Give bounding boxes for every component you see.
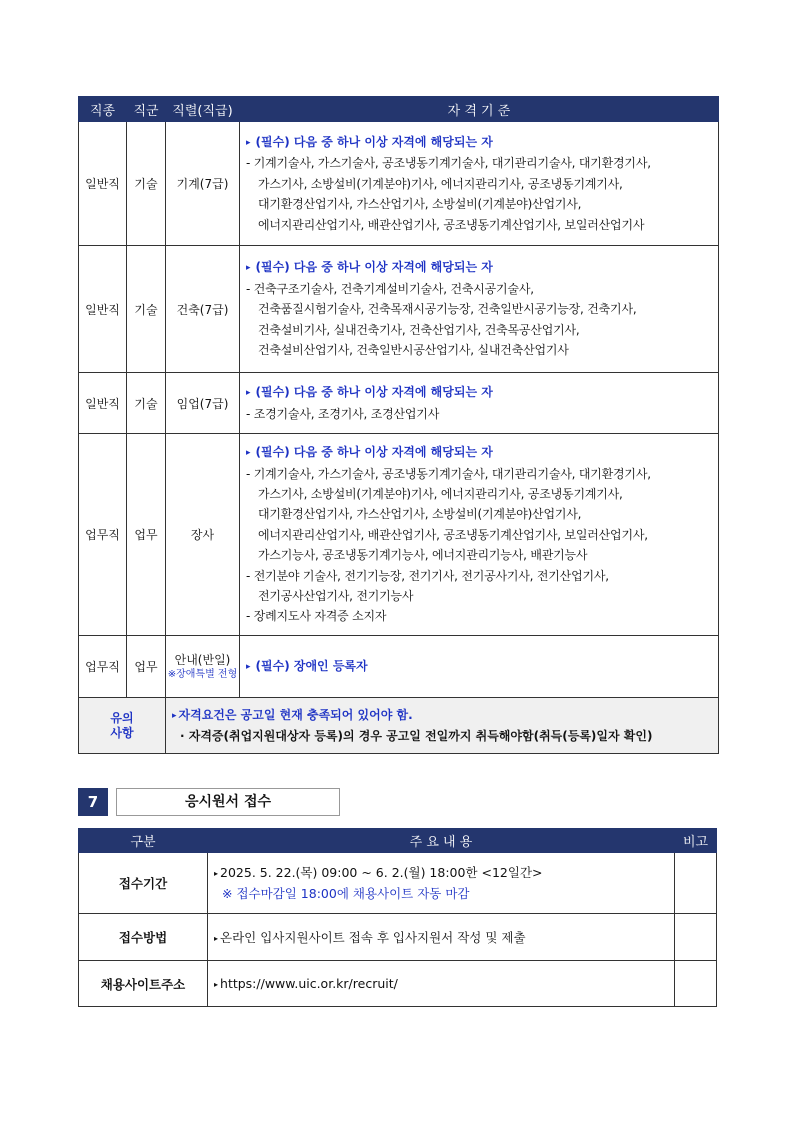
criteria-cell — [240, 246, 719, 373]
criteria-line: 가스기사, 소방설비(기계분야)기사, 에너지관리기사, 공조냉동기계기사, — [258, 176, 623, 191]
site-value[interactable]: ▸ https://www.uic.or.kr/recruit/ — [208, 961, 675, 1007]
criteria-heading: ▸ (필수) 다음 중 하나 이상 자격에 해당되는 자 — [246, 257, 714, 278]
note-content — [166, 698, 719, 754]
series-cell: 장사 — [166, 434, 240, 636]
table-row — [79, 246, 719, 373]
section-title: 응시원서 접수 — [116, 788, 340, 816]
method-label: 접수방법 — [79, 914, 208, 961]
method-remarks — [675, 914, 717, 961]
note-line-2: · 자격증(취업지원대상자 등록)의 경우 공고일 전일까지 취득해야함(취득(등록)일자 확인) — [180, 729, 653, 743]
header-remarks: 비고 — [675, 829, 717, 853]
criteria-line: - 건축구조기술사, 건축기계설비기술사, 건축시공기술사, — [246, 281, 534, 296]
criteria-cell — [240, 636, 719, 698]
note-line-1: ▸ 자격요건은 공고일 현재 충족되어 있어야 함. — [172, 705, 712, 726]
criteria-line: 에너지관리산업기사, 배관산업기사, 공조냉동기계산업기사, 보일러산업기사 — [258, 217, 645, 232]
criteria-line: - 기계기술사, 가스기술사, 공조냉동기계기술사, 대기관리기술사, 대기환경기사, — [246, 466, 651, 481]
criteria-line: 대기환경산업기사, 가스산업기사, 소방설비(기계분야)산업기사, — [258, 197, 582, 212]
criteria-heading: ▸ (필수) 다음 중 하나 이상 자격에 해당되는 자 — [246, 442, 714, 463]
qualification-header-row — [79, 97, 719, 122]
header-criteria: 자 격 기 준 — [240, 97, 719, 122]
group-cell: 기술 — [127, 373, 166, 434]
kind-cell: 업무직 — [79, 434, 127, 636]
header-group: 직군 — [127, 97, 166, 122]
note-row — [79, 698, 719, 754]
site-remarks — [675, 961, 717, 1007]
criteria-cell — [240, 373, 719, 434]
period-value: ▸ 2025. 5. 22.(목) 09:00 ~ 6. 2.(월) 18:00한 <12일간> — [214, 863, 674, 884]
table-row — [79, 914, 717, 961]
criteria-line: 대기환경산업기사, 가스산업기사, 소방설비(기계분야)산업기사, — [258, 507, 582, 522]
header-category: 구분 — [79, 829, 208, 853]
criteria-line: 에너지관리산업기사, 배관산업기사, 공조냉동기계산업기사, 보일러산업기사, — [258, 527, 648, 542]
criteria-line: 건축품질시험기술사, 건축목재시공기능장, 건축일반시공기능장, 건축기사, — [258, 302, 637, 317]
kind-cell: 일반직 — [79, 373, 127, 434]
criteria-line: 전기공사산업기사, 전기기능사 — [258, 589, 414, 604]
criteria-heading: ▸ (필수) 장애인 등록자 — [246, 656, 714, 677]
criteria-line: 가스기능사, 공조냉동기계기능사, 에너지관리기능사, 배관기능사 — [258, 548, 588, 563]
table-row — [79, 961, 717, 1007]
criteria-line: - 조경기술사, 조경기사, 조경산업기사 — [246, 406, 440, 421]
period-remarks — [675, 853, 717, 914]
series-cell: 임업(7급) — [166, 373, 240, 434]
table-row — [79, 853, 717, 914]
kind-cell: 일반직 — [79, 122, 127, 246]
criteria-line: 가스기사, 소방설비(기계분야)기사, 에너지관리기사, 공조냉동기계기사, — [258, 486, 623, 501]
criteria-cell — [240, 122, 719, 246]
series-label: 안내(반일) — [174, 653, 231, 667]
period-label: 접수기간 — [79, 853, 208, 914]
table-row — [79, 636, 719, 698]
receipt-header-row — [79, 829, 717, 853]
receipt-table — [78, 828, 717, 1007]
criteria-heading: ▸ (필수) 다음 중 하나 이상 자격에 해당되는 자 — [246, 132, 714, 153]
table-row — [79, 122, 719, 246]
period-cell — [208, 853, 675, 914]
series-cell: 기계(7급) — [166, 122, 240, 246]
period-note: ※ 접수마감일 18:00에 채용사이트 자동 마감 — [222, 885, 470, 901]
criteria-line: - 장례지도사 자격증 소지자 — [246, 609, 387, 624]
group-cell: 기술 — [127, 246, 166, 373]
header-content: 주 요 내 용 — [208, 829, 675, 853]
note-label — [79, 698, 166, 754]
note-label-text: 유의 사항 — [110, 710, 134, 740]
kind-cell: 업무직 — [79, 636, 127, 698]
table-row — [79, 373, 719, 434]
series-note: ※장애특별 전형 — [167, 669, 238, 680]
criteria-line: - 기계기술사, 가스기술사, 공조냉동기계기술사, 대기관리기술사, 대기환경기사, — [246, 156, 651, 171]
group-cell: 기술 — [127, 122, 166, 246]
criteria-line: 건축설비산업기사, 건축일반시공산업기사, 실내건축산업기사 — [258, 343, 569, 358]
section-number: 7 — [78, 788, 108, 816]
group-cell: 업무 — [127, 636, 166, 698]
table-row — [79, 434, 719, 636]
criteria-heading: ▸ (필수) 다음 중 하나 이상 자격에 해당되는 자 — [246, 382, 714, 403]
method-value: ▸ 온라인 입사지원사이트 접속 후 입사지원서 작성 및 제출 — [208, 914, 675, 961]
qualification-table — [78, 96, 719, 754]
header-kind: 직종 — [79, 97, 127, 122]
criteria-line: 건축설비기사, 실내건축기사, 건축산업기사, 건축목공산업기사, — [258, 322, 580, 337]
header-series: 직렬(직급) — [166, 97, 240, 122]
group-cell: 업무 — [127, 434, 166, 636]
series-cell — [166, 636, 240, 698]
criteria-cell — [240, 434, 719, 636]
site-label: 채용사이트주소 — [79, 961, 208, 1007]
series-cell: 건축(7급) — [166, 246, 240, 373]
criteria-line: - 전기분야 기술사, 전기기능장, 전기기사, 전기공사기사, 전기산업기사, — [246, 568, 609, 583]
kind-cell: 일반직 — [79, 246, 127, 373]
